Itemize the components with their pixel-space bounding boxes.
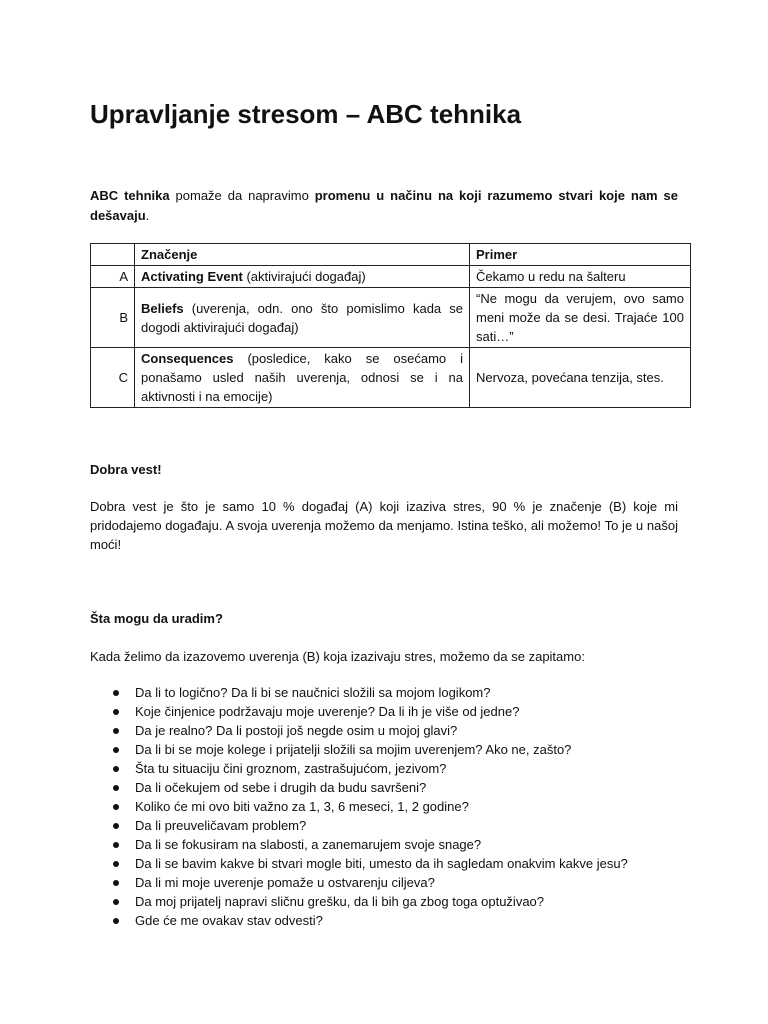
page-title: Upravljanje stresom – ABC tehnika — [90, 99, 522, 129]
table-header-empty-cell — [91, 244, 135, 266]
row-example: Nervoza, povećana tenzija, stes. — [470, 348, 691, 408]
questions-list — [90, 683, 690, 930]
bullet-icon — [113, 766, 119, 772]
row-description: (posledice, kako se osećamo i ponašamo usled naših uverenja, odnosi se i na aktivnosti i na emocije) — [141, 351, 463, 404]
bullet-icon — [113, 861, 119, 867]
list-item — [90, 873, 690, 892]
list-item — [90, 721, 690, 740]
row-letter: B — [91, 288, 135, 348]
list-item — [90, 683, 690, 702]
row-term: Activating Event — [141, 269, 243, 284]
question-text: Koliko će mi ovo biti važno za 1, 3, 6 meseci, 1, 2 godine? — [135, 799, 469, 814]
list-item — [90, 702, 690, 721]
row-example: Čekamo u redu na šalteru — [470, 266, 691, 288]
good-news-paragraph: Dobra vest je što je samo 10 % događaj (A) koji izaziva stres, 90 % je značenje (B) koje mi pridodajemo događaju. A svoja uverenja možemo da menjamo. Istina teško, ali možemo! To je u našoj moći! — [90, 499, 678, 552]
question-text: Da li očekujem od sebe i drugih da budu savršeni? — [135, 780, 427, 795]
list-item — [90, 835, 690, 854]
question-text: Šta tu situaciju čini groznom, zastrašujućom, jezivom? — [135, 761, 447, 776]
bullet-icon — [113, 899, 119, 905]
bullet-icon — [113, 918, 119, 924]
what-to-do-heading: Šta mogu da uradim? — [90, 611, 223, 626]
question-text: Da li mi moje uverenje pomaže u ostvarenju ciljeva? — [135, 875, 435, 890]
intro-text-2: . — [145, 208, 150, 223]
question-text: Da li se bavim kakve bi stvari mogle biti, umesto da ih sagledam onakvim kakve jesu? — [135, 856, 628, 871]
intro-emphasis: promenu u načinu na koji razumemo stvari koje nam se dešavaju — [90, 188, 678, 223]
table-row-a — [91, 266, 691, 288]
bullet-icon — [113, 728, 119, 734]
row-example: “Ne mogu da verujem, ovo samo meni može da se desi. Trajaće 100 sati…” — [470, 288, 691, 348]
question-text: Da li to logično? Da li bi se naučnici složili sa mojom logikom? — [135, 685, 491, 700]
bullet-icon — [113, 747, 119, 753]
row-description: (uverenja, odn. ono što pomislimo kada se dogodi aktivirajući događaj) — [141, 300, 463, 335]
table-row-b — [91, 288, 691, 348]
row-meaning — [135, 348, 470, 408]
bullet-icon — [113, 823, 119, 829]
bullet-icon — [113, 690, 119, 696]
bullet-icon — [113, 785, 119, 791]
good-news-heading: Dobra vest! — [90, 462, 162, 477]
list-item — [90, 854, 690, 873]
what-to-do-intro: Kada želimo da izazovemo uverenja (B) koja izazivaju stres, možemo da se zapitamo: — [90, 649, 585, 664]
row-term: Consequences — [141, 351, 234, 366]
row-letter: A — [91, 266, 135, 288]
question-text: Koje činjenice podržavaju moje uverenje? Da li ih je više od jedne? — [135, 704, 520, 719]
list-item — [90, 759, 690, 778]
bullet-icon — [113, 804, 119, 810]
table-header-example: Primer — [470, 244, 691, 266]
question-text: Da li preuveličavam problem? — [135, 818, 307, 833]
question-text: Gde će me ovakav stav odvesti? — [135, 913, 323, 928]
list-item — [90, 911, 690, 930]
list-item — [90, 816, 690, 835]
row-meaning — [135, 266, 470, 288]
list-item — [90, 797, 690, 816]
list-item — [90, 892, 690, 911]
question-text: Da je realno? Da li postoji još negde osim u mojoj glavi? — [135, 723, 458, 738]
intro-paragraph — [90, 186, 678, 226]
question-text: Da moj prijatelj napravi sličnu grešku, da li bih ga zbog toga optuživao? — [135, 894, 545, 909]
abc-table — [90, 243, 691, 408]
bullet-icon — [113, 880, 119, 886]
table-row-c — [91, 348, 691, 408]
row-meaning — [135, 288, 470, 348]
table-header-meaning: Značenje — [135, 244, 470, 266]
intro-term: ABC tehnika — [90, 188, 170, 203]
list-item — [90, 778, 690, 797]
row-description: (aktivirajući događaj) — [242, 269, 366, 284]
row-term: Beliefs — [141, 300, 184, 316]
question-text: Da li bi se moje kolege i prijatelji složili sa mojim uverenjem? Ako ne, zašto? — [135, 742, 572, 757]
row-letter: C — [91, 348, 135, 408]
bullet-icon — [113, 709, 119, 715]
table-header-row — [91, 244, 691, 266]
intro-text-1: pomaže da napravimo — [169, 188, 315, 203]
question-text: Da li se fokusiram na slabosti, a zanemarujem svoje snage? — [135, 837, 482, 852]
bullet-icon — [113, 842, 119, 848]
list-item — [90, 740, 690, 759]
